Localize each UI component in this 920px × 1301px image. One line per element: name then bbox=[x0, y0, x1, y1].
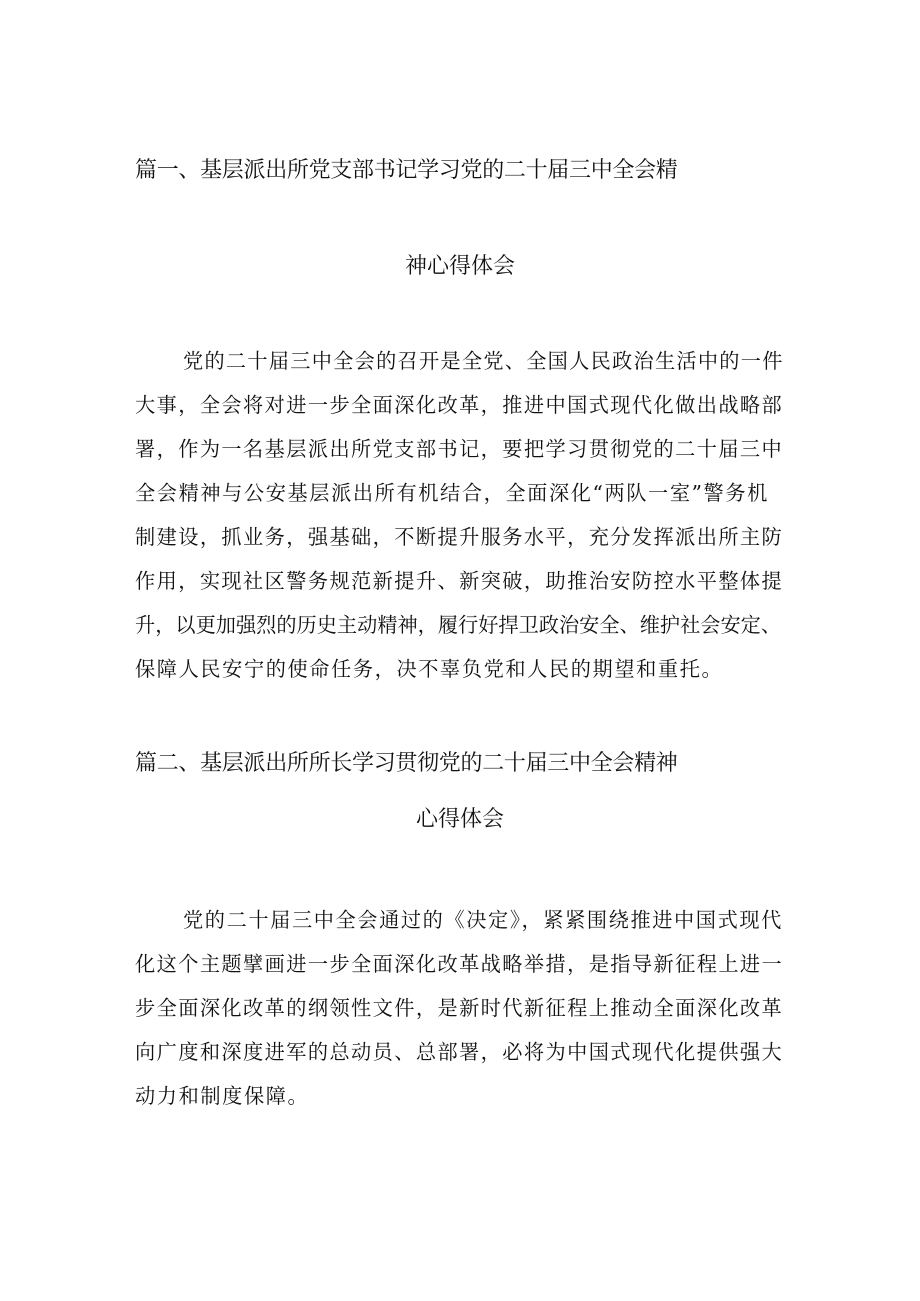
paragraph-line: 制建设，抓业务，强基础，不断提升服务水平，充分发挥派出所主防 bbox=[135, 525, 784, 549]
paragraph-line: 保障人民安宁的使命任务，决不辜负党和人民的期望和重托。 bbox=[135, 657, 724, 681]
paragraph-line: 升，以更加强烈的历史主动精神，履行好捍卫政治安全、维护社会安定、 bbox=[135, 613, 782, 637]
paragraph-line: 作用，实现社区警务规范新提升、新突破，助推治安防控水平整体提 bbox=[135, 569, 784, 593]
paragraph-line: 向广度和深度进军的总动员、总部署，必将为中国式现代化提供强大 bbox=[135, 1040, 784, 1064]
paragraph-line: 署，作为一名基层派出所党支部书记，要把学习贯彻党的二十届三中 bbox=[135, 437, 784, 461]
paragraph-line: 党的二十届三中全会的召开是全党、全国人民政治生活中的一件 bbox=[183, 349, 784, 373]
paragraph-line: 化这个主题擘画进一步全面深化改革战略举措，是指导新征程上进一 bbox=[135, 952, 784, 976]
paragraph-line: 动力和制度保障。 bbox=[135, 1084, 310, 1108]
paragraph-line: 全会精神与公安基层派出所有机结合，全面深化“两队一室”警务机 bbox=[135, 481, 769, 505]
paragraph-line: 大事，全会将对进一步全面深化改革，推进中国式现代化做出战略部 bbox=[135, 393, 784, 417]
section-2-title-line-1: 篇二、基层派出所所长学习贯彻党的二十届三中全会精神 bbox=[135, 751, 678, 776]
paragraph-line: 党的二十届三中全会通过的《决定》，紧紧围绕推进中国式现代 bbox=[183, 908, 783, 932]
section-1-title-line-1: 篇一、基层派出所党支部书记学习党的二十届三中全会精 bbox=[135, 158, 678, 183]
section-1-paragraph bbox=[135, 350, 785, 700]
section-1-title-line-2: 神心得体会 bbox=[404, 254, 515, 279]
section-2-paragraph bbox=[135, 909, 785, 1129]
paragraph-line: 步全面深化改革的纲领性文件，是新时代新征程上推动全面深化改革 bbox=[135, 996, 784, 1020]
section-2-title-line-2: 心得体会 bbox=[415, 807, 504, 832]
